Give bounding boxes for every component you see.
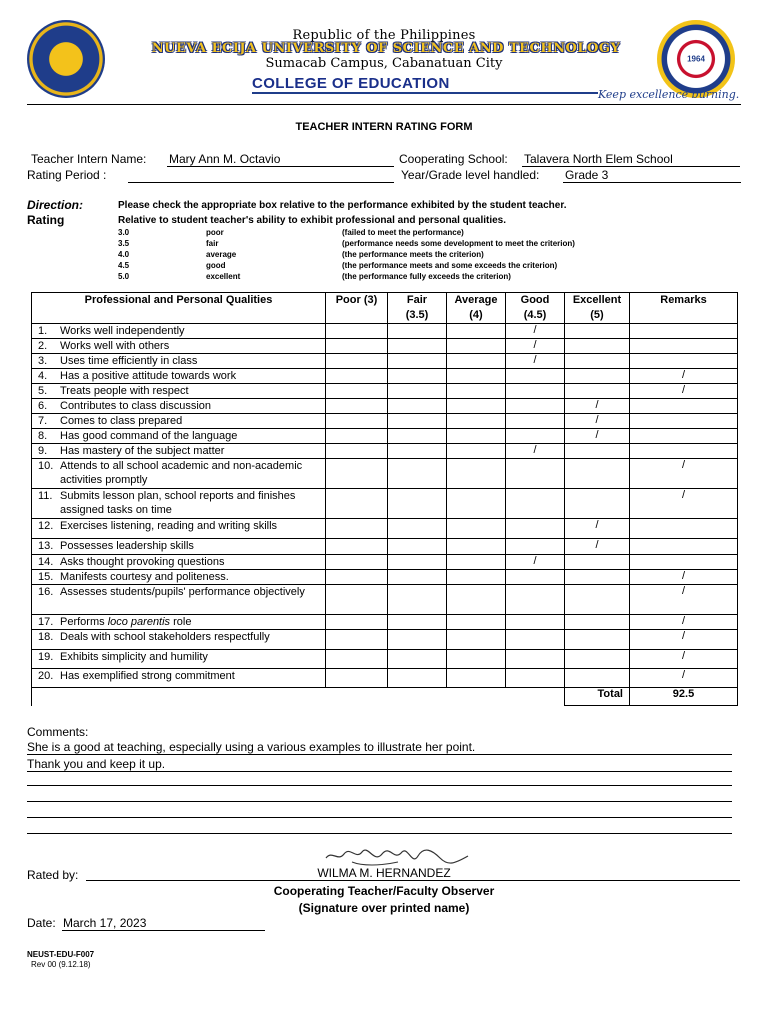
quality-cell [32,354,326,369]
quality-text: Exhibits simplicity and humility [60,651,208,663]
quality-cell [32,519,326,539]
table-row [32,324,738,339]
rating-cell[interactable] [326,570,388,585]
remarks-cell[interactable] [630,399,738,414]
rating-cell[interactable] [326,630,388,650]
grade-label: Year/Grade level handled: [401,168,540,182]
check-mark: / [681,669,686,681]
scale-row [118,250,718,261]
form-revision: Rev 00 (9.12.18) [31,960,91,969]
rating-cell[interactable] [447,585,506,615]
rating-cell[interactable] [565,615,630,630]
rating-cell[interactable] [506,570,565,585]
remarks-cell[interactable] [630,444,738,459]
rating-cell[interactable] [388,585,447,615]
rating-cell[interactable] [506,339,565,354]
rating-cell[interactable] [565,399,630,414]
rating-cell[interactable] [447,519,506,539]
school-field [522,152,740,167]
header-accent-line [252,92,598,94]
rating-cell[interactable] [506,489,565,519]
scale-desc: (the performance meets and some exceeds the criterion) [342,261,558,270]
rating-cell[interactable] [447,429,506,444]
quality-cell [32,585,326,615]
column-header: Remarks [630,293,738,324]
check-mark: / [681,570,686,582]
rating-cell[interactable] [326,459,388,489]
rating-period-field [128,168,394,183]
quality-number: 17. [38,616,54,628]
column-header: Poor (3) [326,293,388,324]
remarks-cell[interactable] [630,489,738,519]
comment-blank-line [27,785,732,786]
scale-row [118,272,718,283]
check-mark: / [681,384,686,396]
rating-cell[interactable] [506,399,565,414]
quality-cell [32,615,326,630]
rating-cell[interactable] [326,615,388,630]
rating-cell[interactable] [447,354,506,369]
comment-blank-line [27,833,732,834]
remarks-cell[interactable] [630,570,738,585]
rating-cell[interactable] [565,324,630,339]
college-seal-year: 1964 [687,54,705,64]
rating-cell[interactable] [447,459,506,489]
rating-cell[interactable] [326,444,388,459]
rating-cell[interactable] [565,630,630,650]
rating-cell[interactable] [447,399,506,414]
quality-number: 8. [38,430,48,442]
scale-desc: (the performance fully exceeds the criterion) [342,272,511,281]
table-row [32,519,738,539]
comment-line-1: She is a good at teaching, especially using a various examples to illustrate her point. [27,740,732,755]
scale-word: excellent [206,272,241,281]
quality-text: Works well independently [60,325,185,337]
total-spacer [32,688,565,706]
remarks-cell[interactable] [630,339,738,354]
form-code: NEUST-EDU-F007 [27,950,95,959]
school-value: Talavera North Elem School [524,152,673,166]
remarks-cell[interactable] [630,369,738,384]
quality-text: Submits lesson plan, school reports and finishes assigned tasks on time [60,490,296,516]
rating-cell[interactable] [506,630,565,650]
remarks-cell[interactable] [630,354,738,369]
quality-text: Possesses leadership skills [60,540,194,552]
rating-cell[interactable] [565,519,630,539]
scale-value: 3.0 [118,228,130,237]
rating-cell[interactable] [326,324,388,339]
rating-cell[interactable] [565,585,630,615]
rating-cell[interactable] [388,489,447,519]
rating-cell[interactable] [565,489,630,519]
rating-scale [118,228,718,283]
rating-cell[interactable] [506,384,565,399]
rating-cell[interactable] [565,369,630,384]
remarks-cell[interactable] [630,459,738,489]
college-name: COLLEGE OF EDUCATION [252,75,450,92]
scale-value: 3.5 [118,239,130,248]
quality-cell [32,459,326,489]
remarks-cell[interactable] [630,384,738,399]
quality-number: 18. [38,631,54,643]
table-row [32,414,738,429]
quality-text: Has good command of the language [60,430,238,442]
rating-cell[interactable] [565,650,630,669]
check-mark: / [595,429,599,441]
republic-text: Republic of the Philippines [292,28,476,43]
quality-cell [32,369,326,384]
quality-text: Contributes to class discussion [60,400,212,412]
rating-cell[interactable] [565,459,630,489]
rated-by-label: Rated by: [27,868,79,882]
rating-cell[interactable] [388,339,447,354]
table-row [32,429,738,444]
quality-number: 19. [38,651,54,663]
rating-cell[interactable] [388,539,447,555]
signature-note: (Signature over printed name) [298,901,470,915]
quality-cell [32,429,326,444]
column-header: Professional and Personal Qualities [32,293,326,324]
remarks-cell[interactable] [630,414,738,429]
rating-cell[interactable] [447,489,506,519]
quality-number: 9. [38,445,48,457]
table-row [32,399,738,414]
quality-number: 15. [38,571,54,583]
rating-cell[interactable] [565,444,630,459]
check-mark: / [595,539,599,551]
quality-cell [32,384,326,399]
rating-cell[interactable] [506,324,565,339]
quality-text: Comes to class prepared [60,415,183,427]
remarks-cell[interactable] [630,585,738,615]
tagline: Keep excellence burning. [598,88,740,101]
rating-cell[interactable] [326,384,388,399]
comment-line-2: Thank you and keep it up. [27,757,732,772]
rating-cell[interactable] [506,669,565,688]
quality-text: Performs loco parentis role [60,616,192,628]
rating-cell[interactable] [388,444,447,459]
quality-number: 12. [38,520,54,532]
table-row [32,555,738,570]
rating-cell[interactable] [565,414,630,429]
rating-cell[interactable] [506,444,565,459]
table-row [32,650,738,669]
check-mark: / [533,444,537,456]
quality-number: 3. [38,355,48,367]
scale-desc: (performance needs some development to meet the criterion) [342,239,575,248]
school-label: Cooperating School: [399,152,508,166]
table-row [32,630,738,650]
rating-cell[interactable] [447,570,506,585]
rating-cell[interactable] [388,459,447,489]
rating-cell[interactable] [506,539,565,555]
quality-cell [32,399,326,414]
rating-cell[interactable] [506,354,565,369]
date-value: March 17, 2023 [63,916,147,930]
quality-text: Has a positive attitude towards work [60,370,237,382]
quality-cell [32,324,326,339]
table-row [32,539,738,555]
scale-value: 5.0 [118,272,130,281]
rating-cell[interactable] [388,519,447,539]
rating-cell[interactable] [388,414,447,429]
check-mark: / [533,555,537,567]
quality-text: Works well with others [60,340,170,352]
remarks-cell[interactable] [630,630,738,650]
check-mark: / [681,650,686,662]
table-row [32,570,738,585]
quality-number: 16. [38,586,54,598]
rating-cell[interactable] [447,414,506,429]
rating-cell[interactable] [447,324,506,339]
rating-cell[interactable] [388,630,447,650]
quality-number: 2. [38,340,48,352]
rating-cell[interactable] [326,650,388,669]
rating-cell[interactable] [506,585,565,615]
rating-cell[interactable] [326,669,388,688]
quality-number: 20. [38,670,54,682]
rating-cell[interactable] [326,555,388,570]
rating-cell[interactable] [388,324,447,339]
check-mark: / [681,615,686,627]
rating-cell[interactable] [388,570,447,585]
campus-text: Sumacab Campus, Cabanatuan City [265,56,503,71]
direction-text: Please check the appropriate box relative to the performance exhibited by the student teacher. [118,200,567,211]
check-mark: / [681,585,686,597]
quality-cell [32,489,326,519]
column-header: Fair (3.5) [388,293,447,324]
quality-cell [32,650,326,669]
quality-number: 13. [38,540,54,552]
quality-cell [32,339,326,354]
date-field [62,916,265,931]
rating-cell[interactable] [388,650,447,669]
remarks-cell[interactable] [630,555,738,570]
direction-label: Direction: [27,198,84,212]
quality-text: Asks thought provoking questions [60,556,225,568]
rating-cell[interactable] [447,539,506,555]
rating-cell[interactable] [388,399,447,414]
quality-number: 11. [38,490,53,502]
remarks-cell[interactable] [630,615,738,630]
form-title: TEACHER INTERN RATING FORM [295,121,473,133]
grade-field [563,168,741,183]
rating-cell[interactable] [506,615,565,630]
rating-cell[interactable] [565,555,630,570]
rating-cell[interactable] [565,539,630,555]
scale-word: average [206,250,237,259]
rating-cell[interactable] [447,339,506,354]
rating-cell[interactable] [565,384,630,399]
rating-cell[interactable] [506,519,565,539]
rating-cell[interactable] [388,429,447,444]
rating-label: Rating [27,213,65,227]
rating-cell[interactable] [388,555,447,570]
check-mark: / [681,489,686,501]
rating-cell[interactable] [447,650,506,669]
rating-cell[interactable] [506,429,565,444]
column-header: Average (4) [447,293,506,324]
rating-cell[interactable] [506,650,565,669]
rating-cell[interactable] [506,555,565,570]
quality-number: 5. [38,385,48,397]
rating-cell[interactable] [447,444,506,459]
comment-blank-line [27,801,732,802]
quality-cell [32,669,326,688]
quality-text: Treats people with respect [60,385,189,397]
rating-cell[interactable] [388,354,447,369]
table-header-row [32,293,738,324]
rating-cell[interactable] [565,669,630,688]
quality-number: 14. [38,556,54,568]
remarks-cell[interactable] [630,429,738,444]
column-header: Excellent (5) [565,293,630,324]
check-mark: / [681,369,686,381]
table-row [32,615,738,630]
quality-number: 7. [38,415,48,427]
quality-text: Has mastery of the subject matter [60,445,225,457]
rating-cell[interactable] [326,585,388,615]
scale-row [118,261,718,272]
scale-word: good [206,261,226,270]
intern-name-value: Mary Ann M. Octavio [169,152,281,166]
table-row [32,369,738,384]
total-value: 92.5 [630,688,738,706]
quality-cell [32,555,326,570]
total-row [32,688,738,706]
rating-cell[interactable] [326,414,388,429]
table-row [32,354,738,369]
rating-cell[interactable] [565,429,630,444]
rating-cell[interactable] [326,369,388,384]
rating-cell[interactable] [326,399,388,414]
rating-cell[interactable] [506,459,565,489]
rating-cell[interactable] [326,489,388,519]
rating-cell[interactable] [447,669,506,688]
comments-label: Comments: [27,725,89,739]
rating-cell[interactable] [565,570,630,585]
rating-cell[interactable] [388,615,447,630]
grade-value: Grade 3 [565,168,609,182]
scale-value: 4.0 [118,250,130,259]
quality-text: Attends to all school academic and non-academic activities promptly [60,460,303,486]
date-label: Date: [27,916,56,930]
rating-cell[interactable] [447,384,506,399]
quality-number: 10. [38,460,54,472]
rating-cell[interactable] [326,354,388,369]
rating-cell[interactable] [447,630,506,650]
university-name: NUEVA ECIJA UNIVERSITY OF SCIENCE AND TECHNOLOGY [151,41,621,56]
rating-cell[interactable] [326,539,388,555]
remarks-cell[interactable] [630,669,738,688]
quality-text: Deals with school stakeholders respectfully [60,631,270,643]
table-row [32,384,738,399]
check-mark: / [595,399,599,411]
remarks-cell[interactable] [630,519,738,539]
scale-row [118,228,718,239]
quality-text: Assesses students/pupils' performance objectively [60,586,305,598]
check-mark: / [681,630,686,642]
scale-row [118,239,718,250]
rating-cell[interactable] [506,369,565,384]
quality-number: 6. [38,400,48,412]
rating-table [31,292,738,706]
check-mark: / [595,414,599,426]
quality-text: Exercises listening, reading and writing skills [60,520,278,532]
quality-text: Has exemplified strong commitment [60,670,235,682]
observer-name: WILMA M. HERNANDEZ [317,866,451,880]
observer-role: Cooperating Teacher/Faculty Observer [273,884,495,898]
check-mark: / [595,519,599,531]
table-row [32,339,738,354]
rating-cell[interactable] [388,669,447,688]
table-row [32,585,738,615]
scale-desc: (the performance meets the criterion) [342,250,484,259]
scale-desc: (failed to meet the performance) [342,228,464,237]
quality-number: 4. [38,370,48,382]
quality-cell [32,414,326,429]
rating-cell[interactable] [447,555,506,570]
rating-cell[interactable] [506,414,565,429]
quality-cell [32,570,326,585]
remarks-cell[interactable] [630,539,738,555]
scale-value: 4.5 [118,261,130,270]
quality-text: Uses time efficiently in class [60,355,198,367]
rating-cell[interactable] [565,339,630,354]
quality-text: Manifests courtesy and politeness. [60,571,229,583]
column-header: Good (4.5) [506,293,565,324]
rating-cell[interactable] [565,354,630,369]
quality-cell [32,444,326,459]
table-row [32,459,738,489]
rating-cell[interactable] [388,384,447,399]
scale-word: fair [206,239,219,248]
rating-cell[interactable] [388,369,447,384]
rating-text: Relative to student teacher's ability to exhibit professional and personal qualities. [118,215,507,226]
rating-period-label: Rating Period : [27,168,107,182]
rating-cell[interactable] [447,369,506,384]
table-row [32,669,738,688]
intern-name-field [167,152,394,167]
check-mark: / [533,339,537,351]
header-divider [27,104,741,105]
rating-cell[interactable] [326,429,388,444]
remarks-cell[interactable] [630,650,738,669]
quality-number: 1. [38,325,48,337]
quality-cell [32,539,326,555]
scale-word: poor [206,228,224,237]
table-row [32,489,738,519]
remarks-cell[interactable] [630,324,738,339]
intern-name-label: Teacher Intern Name: [31,152,147,166]
rating-cell[interactable] [326,519,388,539]
check-mark: / [681,459,686,471]
rating-cell[interactable] [447,615,506,630]
check-mark: / [533,324,537,336]
total-label: Total [565,688,630,706]
check-mark: / [533,354,537,366]
table-row [32,444,738,459]
quality-cell [32,630,326,650]
comment-blank-line [27,817,732,818]
rating-cell[interactable] [326,339,388,354]
